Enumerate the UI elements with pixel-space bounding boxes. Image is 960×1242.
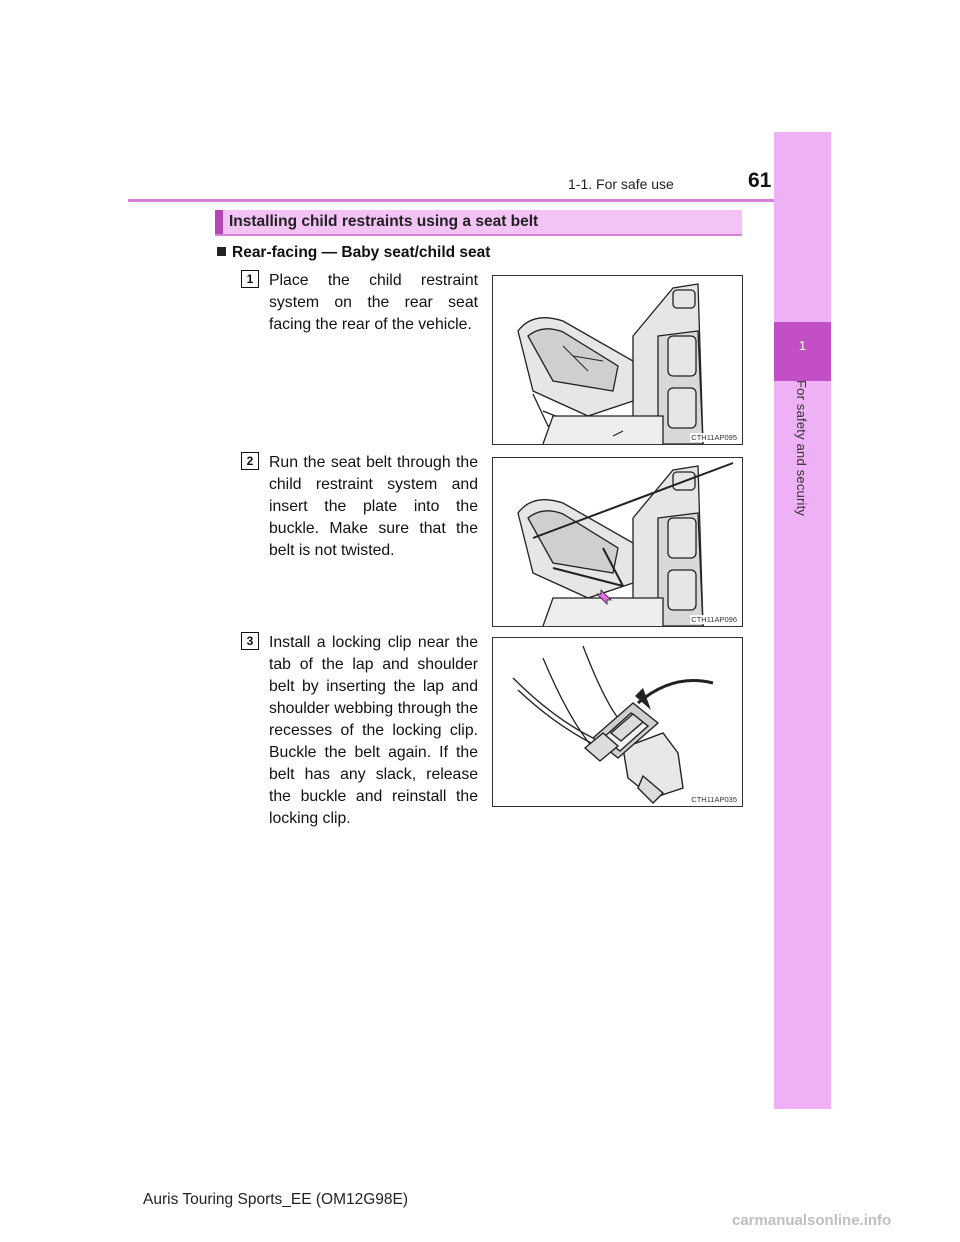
figure-code: CTH11AP096 xyxy=(691,615,737,624)
figure-locking-clip xyxy=(492,637,743,807)
chapter-number: 1 xyxy=(798,338,807,353)
footer-watermark[interactable]: carmanualsonline.info xyxy=(732,1212,892,1229)
section-heading-accent xyxy=(215,210,223,234)
subheading xyxy=(215,244,490,262)
step-1-text: Place the child restraint system on the rear seat facing the rear of the vehicle. xyxy=(269,272,478,333)
figure-code: CTH11AP095 xyxy=(691,433,737,442)
page-number: 61 xyxy=(748,169,772,192)
figure-seat-belt-routing xyxy=(492,457,743,627)
footer-manual-name: Auris Touring Sports_EE (OM12G98E) xyxy=(143,1191,409,1208)
chapter-title: For safety and security xyxy=(794,380,809,517)
step-number-3: 3 xyxy=(241,632,259,650)
child-seat-on-rear-seat-illustration xyxy=(493,276,742,444)
figure-child-seat-placement xyxy=(492,275,743,445)
section-heading-bar xyxy=(215,210,742,236)
step-3-text: Install a locking clip near the tab of the lap and shoulder belt by inserting the lap and shoulder webbing through the recesses of the locking clip. Buckle the belt again. If the belt has any slack, release the buckle and reinstall the locking clip. xyxy=(269,634,478,827)
seat-belt-through-child-seat-illustration xyxy=(493,458,742,626)
section-heading: Installing child restraints using a seat belt xyxy=(229,213,539,230)
chapter-side-tab[interactable] xyxy=(774,132,831,1109)
header-rule xyxy=(128,199,831,202)
figure-code: CTH11AP035 xyxy=(691,795,737,804)
bullet-square-icon xyxy=(217,247,226,256)
section-label: 1-1. For safe use xyxy=(568,176,674,192)
step-number-1: 1 xyxy=(241,270,259,288)
subheading-text: Rear-facing — Baby seat/child seat xyxy=(232,244,491,261)
step-number-2: 2 xyxy=(241,452,259,470)
locking-clip-illustration xyxy=(493,638,742,806)
step-2-text: Run the seat belt through the child restraint system and insert the plate into the buckle. Make sure that the belt is not twisted. xyxy=(269,454,478,559)
